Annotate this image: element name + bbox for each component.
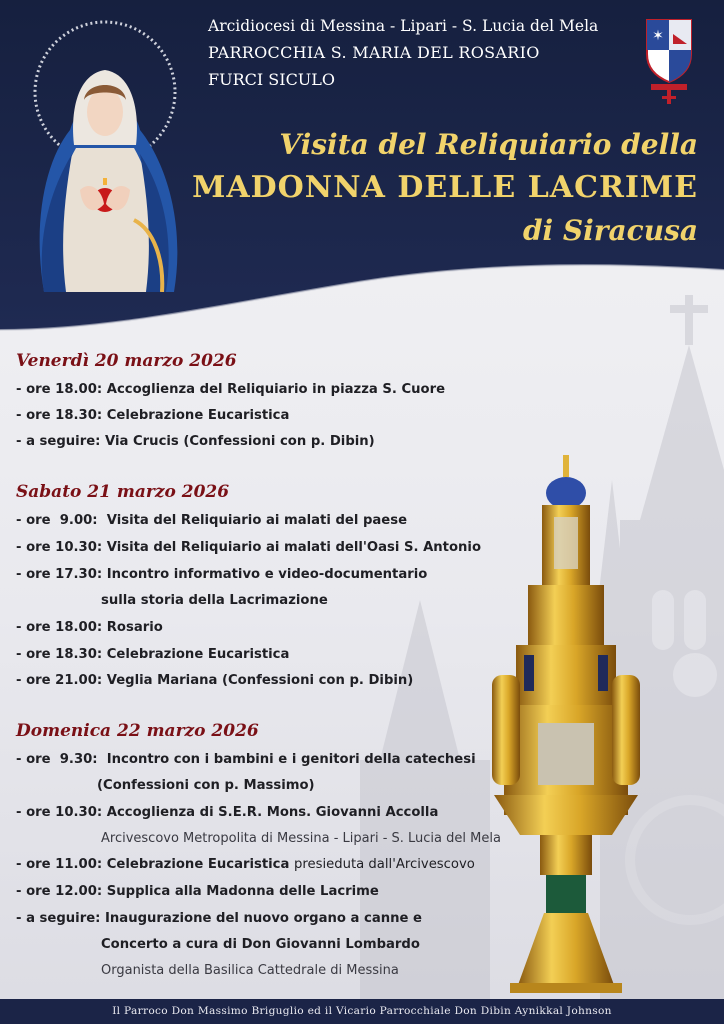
item-text: Via Crucis (Confessioni con p. Dibin) [105, 434, 375, 449]
schedule-item [16, 884, 379, 899]
item-continuation: sulla storia della Lacrimazione [101, 593, 328, 608]
event-title-line1: Visita del Reliquiario della [279, 128, 698, 161]
madonna-image [14, 20, 196, 292]
item-time: - a seguire: [16, 434, 101, 449]
item-time: - ore 10.30: [16, 805, 103, 820]
item-time: - ore 18.00: [16, 620, 103, 635]
day-title: Venerdì 20 marzo 2026 [16, 351, 237, 371]
footer-credits: Il Parroco Don Massimo Briguglio ed il Vicario Parrocchiale Don Dibin Aynikkal Johnson [0, 999, 724, 1024]
item-time: - ore 18.30: [16, 647, 103, 662]
item-text: Celebrazione Eucaristica [106, 408, 290, 423]
schedule-item [16, 540, 481, 555]
schedule-item [16, 857, 475, 872]
item-subtitle: Organista della Basilica Cattedrale di Messina [101, 963, 399, 978]
schedule-item [16, 805, 438, 820]
item-time: - ore 10.30: [16, 540, 103, 555]
item-text: Accoglienza del Reliquiario in piazza S. Cuore [106, 382, 446, 397]
item-time: - ore 18.30: [16, 408, 103, 423]
town-name: FURCI SICULO [208, 70, 336, 89]
item-text: Inaugurazione del nuovo organo a canne e [105, 911, 422, 926]
schedule-item [16, 434, 375, 449]
diocese-name: Arcidiocesi di Messina - Lipari - S. Lucia del Mela [208, 17, 599, 35]
item-text: Veglia Mariana (Confessioni con p. Dibin) [106, 673, 414, 688]
item-text: Rosario [106, 620, 163, 635]
svg-text:✶: ✶ [652, 28, 664, 44]
event-title-line3: di Siracusa [522, 214, 698, 247]
item-text: Incontro con i bambini e i genitori della catechesi [106, 752, 476, 767]
item-time: - ore 21.00: [16, 673, 103, 688]
item-subtitle: Arcivescovo Metropolita di Messina - Lipari - S. Lucia del Mela [101, 831, 501, 846]
schedule-item [16, 647, 289, 662]
item-time: - ore 9.00: [16, 513, 98, 528]
reliquary-image [484, 455, 648, 1000]
schedule-item [16, 408, 289, 423]
item-continuation: (Confessioni con p. Massimo) [97, 778, 315, 793]
schedule-item [16, 620, 163, 635]
item-time: - ore 18.00: [16, 382, 103, 397]
item-note: presieduta dall'Arcivescovo [293, 857, 475, 872]
item-text: Visita del Reliquiario ai malati del paese [106, 513, 408, 528]
schedule-item [16, 673, 413, 688]
item-time: - ore 17.30: [16, 567, 103, 582]
schedule-item [16, 752, 476, 767]
item-text: Accoglienza di S.E.R. Mons. Giovanni Accolla [106, 805, 439, 820]
item-text: Supplica alla Madonna delle Lacrime [106, 884, 379, 899]
parish-name: PARROCCHIA S. MARIA DEL ROSARIO [208, 43, 540, 62]
item-time: - ore 9.30: [16, 752, 98, 767]
item-text: Celebrazione Eucaristica [106, 857, 290, 872]
schedule-item [16, 911, 422, 926]
item-continuation: Concerto a cura di Don Giovanni Lombardo [101, 937, 420, 952]
schedule-item [16, 513, 407, 528]
schedule-item [16, 382, 445, 397]
schedule-item [16, 567, 427, 582]
item-time: - a seguire: [16, 911, 101, 926]
item-time: - ore 12.00: [16, 884, 103, 899]
item-text: Visita del Reliquiario ai malati dell'Oasi S. Antonio [106, 540, 482, 555]
item-time: - ore 11.00: [16, 857, 103, 872]
parish-crest-icon [643, 14, 695, 106]
day-title: Domenica 22 marzo 2026 [16, 721, 259, 741]
day-title: Sabato 21 marzo 2026 [16, 482, 230, 502]
event-title-line2: MADONNA DELLE LACRIME [192, 170, 698, 205]
item-text: Celebrazione Eucaristica [106, 647, 290, 662]
item-text: Incontro informativo e video-documentario [106, 567, 428, 582]
